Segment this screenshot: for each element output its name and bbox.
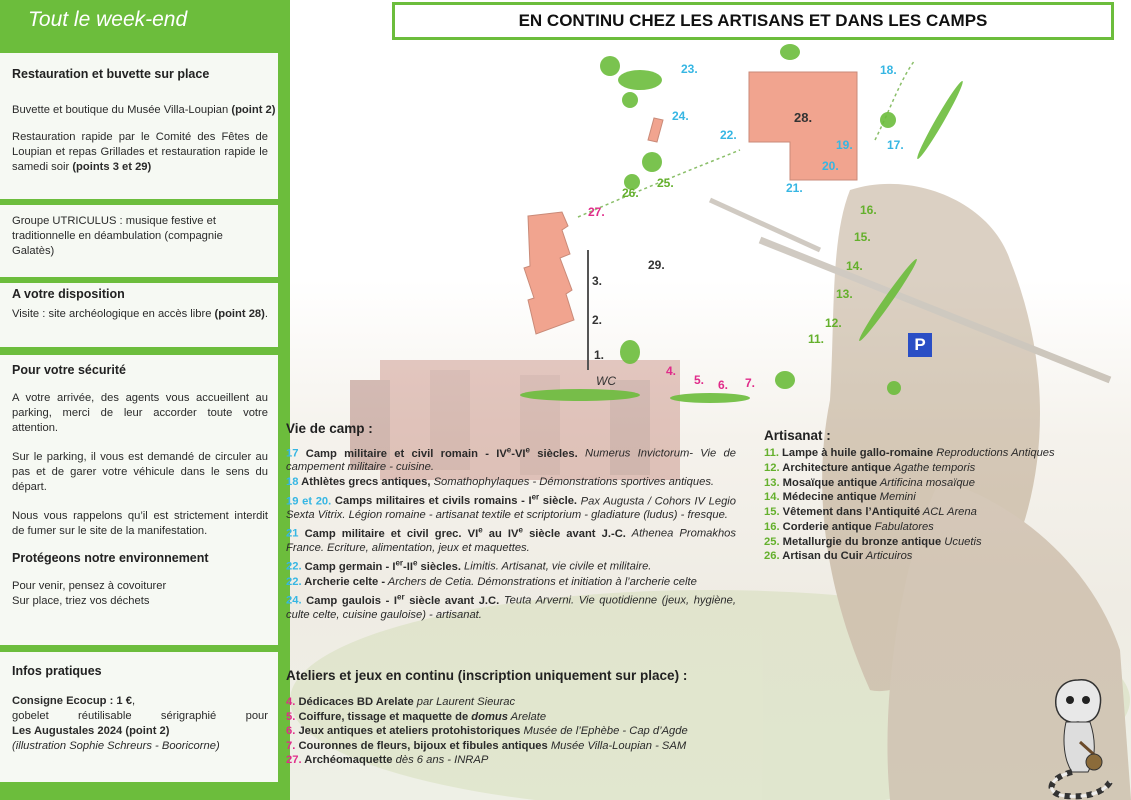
map-label-26: 26.	[622, 186, 639, 200]
atelier-item-desc: Musée de l’Ephèbe - Cap d’Agde	[520, 725, 688, 738]
atelier-item-number: 5.	[286, 710, 296, 723]
map-label-16: 16.	[860, 203, 877, 217]
gobelet-text: gobelet réutilisable sérigraphié pour	[12, 710, 268, 722]
atelier-item-title: Couronnes de fleurs, bijoux et fibules antiques	[295, 739, 548, 752]
restauration-heading: Restauration et buvette sur place	[12, 67, 210, 81]
camp-item-title: Camp germain - Ier-IIe siècles.	[301, 558, 461, 574]
camp-item	[286, 590, 736, 622]
infos-box	[0, 652, 278, 782]
camp-list	[286, 443, 736, 623]
camp-item-title: Camp militaire et civil grec. VIe au IVe siècle avant J.-C.	[298, 525, 626, 541]
atelier-item	[286, 754, 806, 768]
parking-letter: P	[914, 335, 926, 354]
artisanat-item	[764, 550, 1124, 564]
sidebar-title: Tout le week-end	[28, 8, 188, 31]
atelier-item-number: 27.	[286, 754, 302, 767]
artisanat-item-title: Metallurgie du bronze antique	[779, 535, 942, 548]
musique-box	[0, 205, 278, 277]
artisanat-item-desc: Ucuetis	[941, 535, 982, 548]
securite-heading: Pour votre sécurité	[12, 363, 126, 377]
camp-item	[286, 476, 736, 490]
artisanat-item-desc: ACL Arena	[920, 506, 977, 519]
atelier-item	[286, 711, 806, 725]
artisanat-item-title: Médecine antique	[779, 491, 877, 504]
map-label-20: 20.	[822, 159, 839, 173]
camp-item-number: 22.	[286, 561, 302, 574]
map-label-27: 27.	[588, 205, 605, 219]
camp-item-desc: Limitis. Artisanat, vie civile et militaire.	[460, 561, 652, 574]
artisanat-item-number: 11.	[764, 447, 779, 459]
artisanat-item-number: 16.	[764, 520, 780, 533]
map-label-1: 1.	[594, 348, 605, 362]
map-label-7: 7.	[745, 376, 756, 390]
securite-fumer: Nous vous rappelons qu’il est strictement interdit de fumer sur le site de la manifestation.	[12, 510, 268, 537]
site-map	[290, 40, 1131, 430]
camp-item-desc: Somathophylaques - Démonstrations sportives antiques.	[430, 475, 715, 488]
lemur-mascot-icon	[1038, 660, 1118, 800]
atelier-item-extra: domus	[471, 710, 508, 723]
artisanat-item-number: 15.	[764, 506, 780, 519]
camp-item	[286, 576, 736, 590]
restauration-rapide-text: Restauration rapide par le Comité des Fêtes de Loupian et repas Grillades et restauration rapide le samedi soir (points 3 et 29)	[12, 131, 268, 173]
map-label-18: 18.	[880, 63, 897, 77]
artisanat-heading: Artisanat :	[764, 428, 831, 443]
camp-item-desc: Teuta Arverni. Vie quotidienne (jeux, hygiène, culte celte, cuisine gauloise) - artisanat.	[286, 595, 736, 621]
artisanat-item-title: Corderie antique	[779, 520, 872, 533]
building-24	[648, 118, 663, 142]
buvette-text: Buvette et boutique du Musée Villa-Loupian (point 2)	[12, 104, 276, 116]
covoiturer-text: Pour venir, pensez à covoiturer	[12, 580, 167, 592]
augustales-text: Les Augustales 2024 (point 2)	[12, 725, 170, 737]
artisanat-item-number: 12.	[764, 461, 780, 474]
map-label-29: 29.	[648, 258, 665, 272]
map-label-21: 21.	[786, 181, 803, 195]
ateliers-list	[286, 696, 806, 769]
artisanat-item	[764, 521, 1124, 535]
camp-item	[286, 491, 736, 523]
camp-item-number: 22.	[286, 575, 302, 588]
atelier-item-desc: dès 6 ans - INRAP	[392, 754, 489, 767]
disposition-heading: A votre disposition	[12, 287, 125, 301]
map-label-4: 4.	[666, 364, 677, 378]
map-label-19: 19.	[836, 138, 853, 152]
map-label-15: 15.	[854, 230, 871, 244]
artisanat-item	[764, 536, 1124, 550]
atelier-item	[286, 740, 806, 754]
artisanat-item-title: Architecture antique	[779, 461, 892, 474]
atelier-item	[286, 725, 806, 739]
atelier-item-number: 6.	[286, 725, 296, 738]
atelier-item-title: Dédicaces BD Arelate	[295, 696, 414, 708]
artisanat-item-number: 25.	[764, 535, 780, 548]
atelier-item-tail: Arelate	[507, 710, 547, 723]
camp-item	[286, 556, 736, 574]
camp-item-desc: Archers de Cetia. Démonstrations et initiation à l’archerie celte	[385, 575, 697, 588]
building-left	[524, 212, 574, 334]
map-label-24: 24.	[672, 109, 689, 123]
atelier-item	[286, 696, 806, 710]
map-drawing	[290, 40, 1131, 430]
atelier-item-title: Jeux antiques et ateliers protohistoriques	[295, 725, 521, 738]
map-label-wc: WC	[596, 374, 616, 388]
camp-item-number: 17	[286, 447, 299, 460]
atelier-item-title: Coiffure, tissage et maquette de	[295, 710, 472, 723]
hedges	[520, 44, 966, 403]
artisanat-item-desc: Reproductions Antiques	[933, 447, 1055, 459]
map-label-28: 28.	[794, 110, 813, 125]
artisanat-item-title: Vêtement dans l’Antiquité	[779, 506, 921, 519]
camp-item-desc: Numerus Invictorum- Vie de campement militaire - cuisine.	[286, 447, 736, 474]
map-label-23: 23.	[681, 62, 698, 76]
camp-item-title: Archerie celte -	[301, 575, 386, 588]
securite-arrivee: A votre arrivée, des agents vous accueillent au parking, merci de leur accorder toute votre attention.	[12, 392, 268, 434]
artisanat-item-title: Lampe à huile gallo-romaine	[778, 447, 934, 459]
atelier-item-number: 7.	[286, 739, 296, 752]
artisanat-item-number: 13.	[764, 476, 780, 489]
camp-item	[286, 523, 736, 555]
camp-item-number: 18	[286, 475, 299, 488]
artisanat-item	[764, 491, 1124, 505]
map-label-14: 14.	[846, 259, 863, 273]
camp-item-title: Camp militaire et civil romain - IVe-VIe siècles.	[298, 445, 578, 460]
artisanat-item	[764, 506, 1124, 520]
camp-item	[286, 443, 736, 475]
environnement-heading: Protégeons notre environnement	[12, 551, 209, 565]
disposition-box	[0, 283, 278, 347]
dechets-text: Sur place, triez vos déchets	[12, 595, 150, 607]
map-label-5: 5.	[694, 373, 705, 387]
camp-item-title: Athlètes grecs antiques,	[298, 475, 431, 488]
artisanat-item-title: Mosaïque antique	[779, 476, 878, 489]
atelier-item-desc: Musée Villa-Loupian - SAM	[547, 739, 687, 752]
artisanat-item-number: 26.	[764, 550, 780, 563]
camp-item-desc: Pax Augusta / Cohors IV Legio Sexta Vitrix. Légion romaine - artisanat textile et scriptorium - gladiature (ludus) - fresque.	[286, 495, 736, 521]
ateliers-heading: Ateliers et jeux en continu (inscription uniquement sur place) :	[286, 668, 688, 683]
banner	[392, 2, 1114, 40]
map-label-17: 17.	[887, 138, 904, 152]
securite-box	[0, 355, 278, 645]
artisanat-item-desc: Articuiros	[863, 550, 913, 563]
consigne-text: Consigne Ecocup : 1 €,	[12, 695, 136, 707]
map-label-3: 3.	[592, 274, 603, 288]
camp-item-number: 21	[286, 528, 299, 541]
building-28	[749, 72, 857, 180]
artisanat-item	[764, 477, 1124, 491]
restauration-box	[0, 53, 278, 199]
artisanat-item-title: Artisan du Cuir	[779, 550, 864, 563]
artisanat-list	[764, 447, 1124, 565]
artisanat-item-desc: Agathe temporis	[891, 461, 976, 474]
map-label-11: 11.	[808, 332, 825, 346]
camp-item-number: 19 et 20.	[286, 495, 332, 508]
map-label-12: 12.	[825, 316, 842, 330]
artisanat-item-desc: Memini	[876, 491, 916, 504]
banner-title: EN CONTINU CHEZ LES ARTISANS ET DANS LES CAMPS	[395, 5, 1111, 37]
securite-parking: Sur le parking, il vous est demandé de circuler au pas et de garer votre véhicule dans le sens du départ.	[12, 451, 268, 493]
left-sidebar	[0, 0, 290, 800]
illustration-credit: (illustration Sophie Schreurs - Booricorne)	[12, 740, 220, 752]
camp-item-title: Camps militaires et civils romains - Ier siècle.	[331, 492, 578, 508]
camp-heading: Vie de camp :	[286, 421, 373, 436]
infos-heading: Infos pratiques	[12, 664, 102, 678]
camp-item-desc: Athenea Promakhos France. Ecriture, alimentation, jeux et maquettes.	[286, 528, 736, 554]
artisanat-item-number: 14.	[764, 491, 780, 504]
camp-item-title: Camp gaulois - Ier siècle avant J.C.	[301, 592, 500, 608]
artisanat-item	[764, 447, 1124, 461]
map-label-2: 2.	[592, 313, 603, 327]
atelier-item-desc: par Laurent Sieurac	[413, 696, 516, 708]
artisanat-item	[764, 462, 1124, 476]
map-label-6: 6.	[718, 378, 729, 392]
map-label-22: 22.	[720, 128, 737, 142]
atelier-item-number: 4.	[286, 696, 296, 708]
atelier-item-title: Archéomaquette	[301, 754, 393, 767]
artisanat-item-desc: Artificina mosaïque	[877, 476, 975, 489]
musique-text: Groupe UTRICULUS : musique festive et traditionnelle en déambulation (compagnie Galatès)	[12, 215, 223, 257]
visite-text: Visite : site archéologique en accès libre (point 28).	[12, 308, 268, 320]
map-label-13: 13.	[836, 287, 853, 301]
artisanat-item-desc: Fabulatores	[871, 520, 934, 533]
map-label-25: 25.	[657, 176, 674, 190]
camp-item-number: 24.	[286, 595, 302, 608]
